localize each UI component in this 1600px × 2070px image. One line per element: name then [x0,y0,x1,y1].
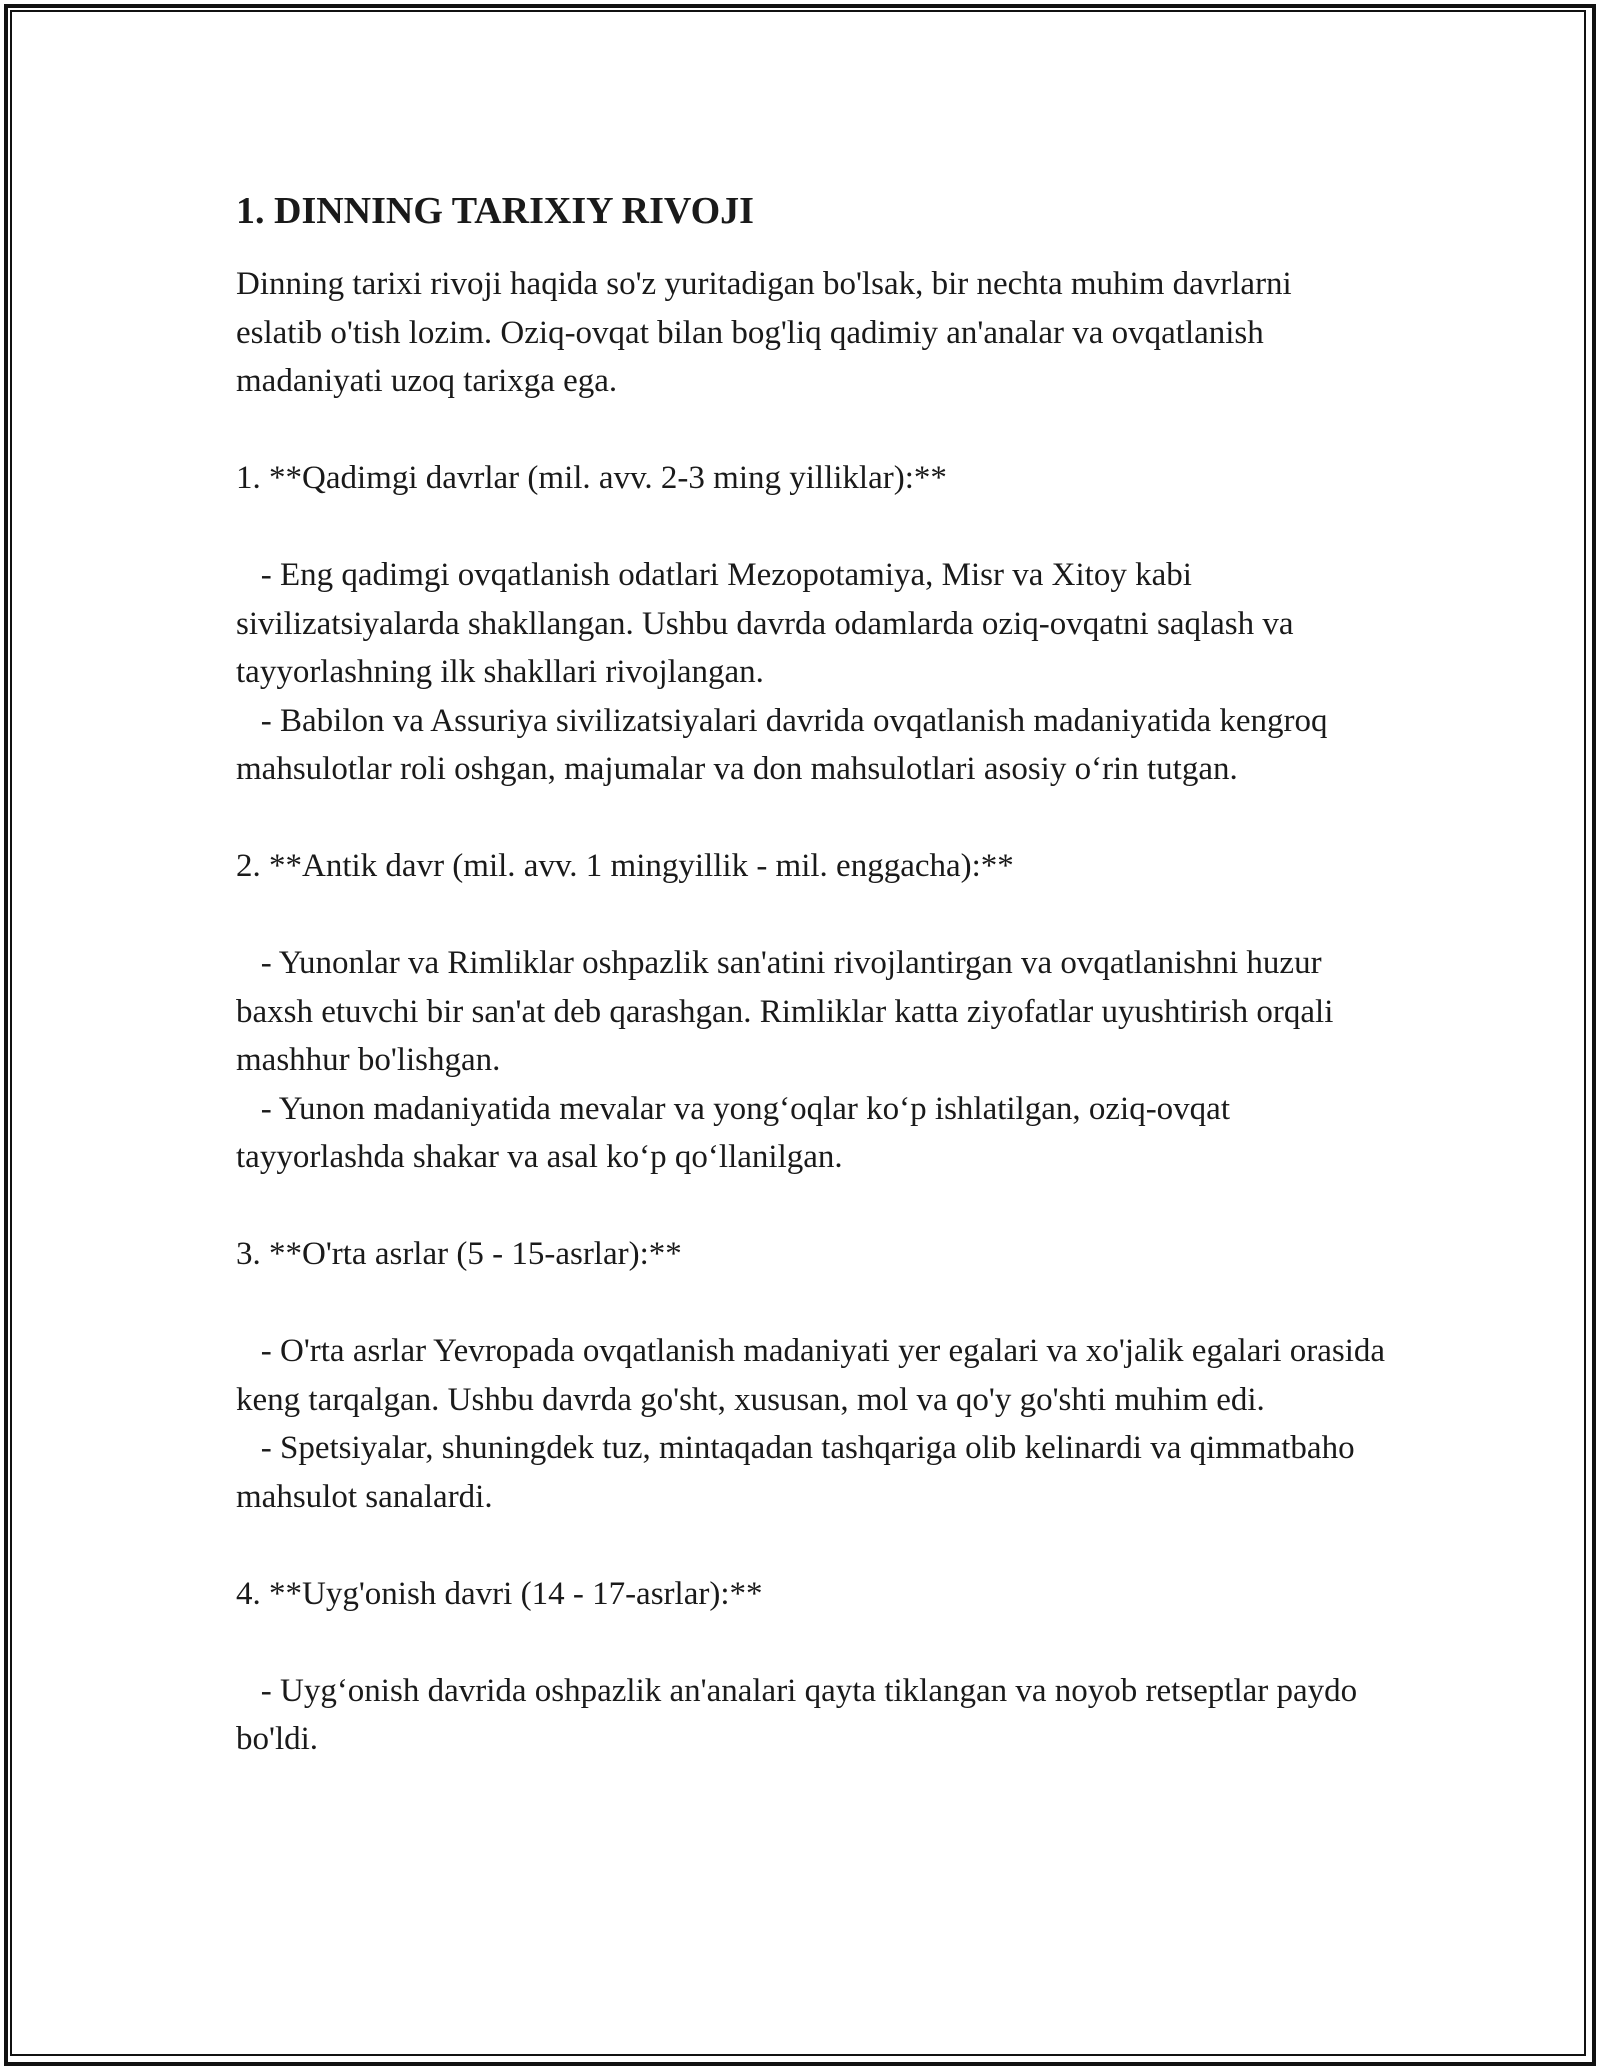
section-heading: 4. **Uyg'onish davri (14 - 17-asrlar):** [236,1575,763,1612]
spacer [236,794,1386,843]
intro-paragraph: Dinning tarixi rivoji haqida so'z yuritadigan bo'lsak, bir nechta muhim davrlarni eslatib o'tish lozim. Oziq-ovqat bilan bog'liq qadimiy an'analar va ovqatlanish madaniyati uzoq tarixga ega. [236,266,1300,399]
section-bullet: - Babilon va Assuriya sivilizatsiyalari davrida ovqatlanish madaniyatida kengroq mahsulotlar roli oshgan, majumalar va don mahsulotlari asosiy o‘rin tutgan. [236,702,1336,787]
spacer [236,1521,1386,1570]
section-bullet: - Yunon madaniyatida mevalar va yong‘oqlar ko‘p ishlatilgan, oziq-ovqat tayyorlashda shakar va asal ko‘p qo‘llanilgan. [236,1090,1239,1175]
section-bullet: - Yunonlar va Rimliklar oshpazlik san'atini rivojlantirgan va ovqatlanishni huzur baxsh etuvchi bir san'at deb qarashgan. Rimliklar katta ziyofatlar uyushtirish orqali mashhur bo'lishgan. [236,945,1342,1078]
section-bullet: - Spetsiyalar, shuningdek tuz, mintaqadan tashqariga olib kelinardi va qimmatbaho mahsulot sanalardi. [236,1430,1363,1515]
section-bullet: - O'rta asrlar Yevropada ovqatlanish madaniyati yer egalari va xo'jalik egalari orasida keng tarqalgan. Ushbu davrda go'sht, xususan, mol va qo'y go'shti muhim edi. [236,1333,1394,1418]
section-bullet: - Uyg‘onish davrida oshpazlik an'analari qayta tiklangan va noyob retseptlar paydo bo'ldi. [236,1672,1366,1757]
spacer [236,1279,1386,1328]
spacer [236,1182,1386,1231]
section-bullet: - Eng qadimgi ovqatlanish odatlari Mezopotamiya, Misr va Xitoy kabi sivilizatsiyalarda shakllangan. Ushbu davrda odamlarda oziq-ovqatni saqlash va tayyorlashning ilk shakllari rivojlangan. [236,557,1302,690]
section-heading: 1. **Qadimgi davrlar (mil. avv. 2-3 ming yilliklar):** [236,460,947,496]
spacer [236,406,1386,455]
section-heading: 3. **O'rta asrlar (5 - 15-asrlar):** [236,1236,682,1272]
document-title: 1. DINNING TARIXIY RIVOJI [236,190,754,232]
spacer [236,503,1386,552]
section-heading: 2. **Antik davr (mil. avv. 1 mingyillik - mil. enggacha):** [236,848,1014,884]
spacer [236,1618,1386,1667]
document-body [236,186,1394,1764]
spacer [236,891,1386,940]
